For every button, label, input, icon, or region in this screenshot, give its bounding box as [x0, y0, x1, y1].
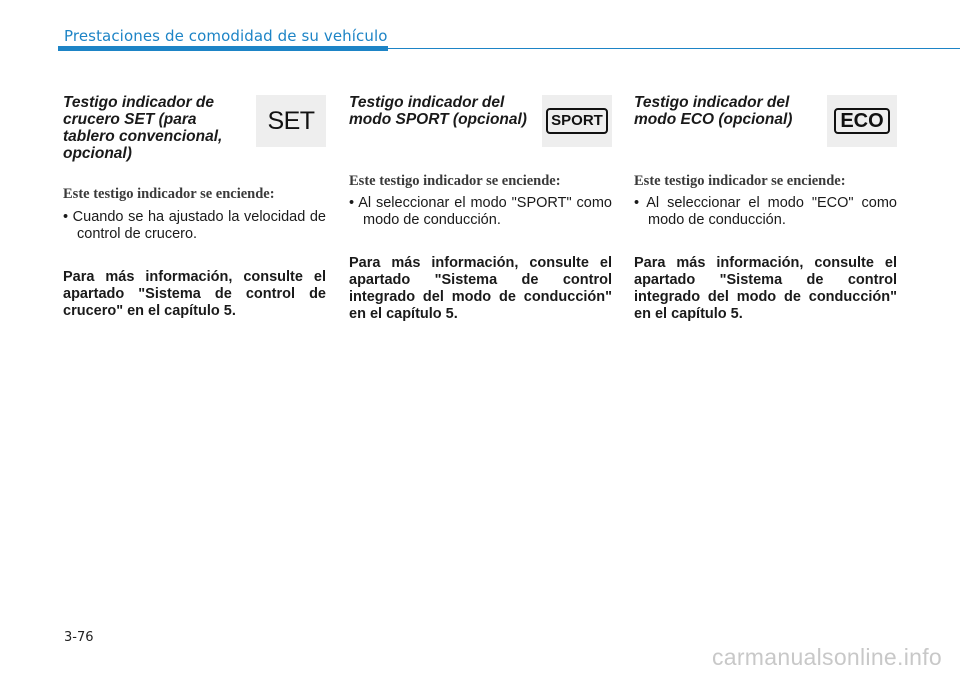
section-heading: Testigo indicador del modo SPORT (opcional) [349, 94, 527, 128]
bullet-item: • Cuando se ha ajustado la velocidad de control de crucero. [63, 209, 326, 242]
eco-indicator-icon [827, 95, 897, 147]
set-icon-label: SET [267, 106, 315, 135]
sport-indicator-icon [542, 95, 612, 147]
reference-note: Para más información, consulte el apartado "Sistema de control de crucero" en el capítulo 5. [63, 269, 326, 319]
section-heading: Testigo indicador del modo ECO (opcional) [634, 94, 793, 128]
intro-text: Este testigo indicador se enciende: [349, 173, 561, 189]
page-number: 3-76 [64, 630, 94, 645]
section-title: Prestaciones de comodidad de su vehículo [64, 27, 388, 45]
section-sport-mode [349, 94, 612, 322]
eco-icon-label: ECO [834, 108, 889, 134]
section-cruise-set [63, 94, 326, 319]
section-eco-mode [634, 94, 897, 322]
intro-text: Este testigo indicador se enciende: [63, 186, 275, 202]
intro-text: Este testigo indicador se enciende: [634, 173, 846, 189]
bullet-item: • Al seleccionar el modo "ECO" como modo de conducción. [634, 195, 897, 228]
bullet-item: • Al seleccionar el modo "SPORT" como modo de conducción. [349, 195, 612, 228]
reference-note: Para más información, consulte el apartado "Sistema de control integrado del modo de conducción" en el capítulo 5. [349, 255, 612, 322]
reference-note: Para más información, consulte el apartado "Sistema de control integrado del modo de conducción" en el capítulo 5. [634, 255, 897, 322]
header-rule [388, 48, 960, 49]
header-accent-bar [58, 46, 388, 51]
sport-icon-label: SPORT [546, 108, 608, 134]
section-heading: Testigo indicador de crucero SET (para tablero convencional, opcional) [63, 94, 223, 162]
watermark: carmanualsonline.info [711, 644, 942, 670]
set-indicator-icon [256, 95, 326, 147]
